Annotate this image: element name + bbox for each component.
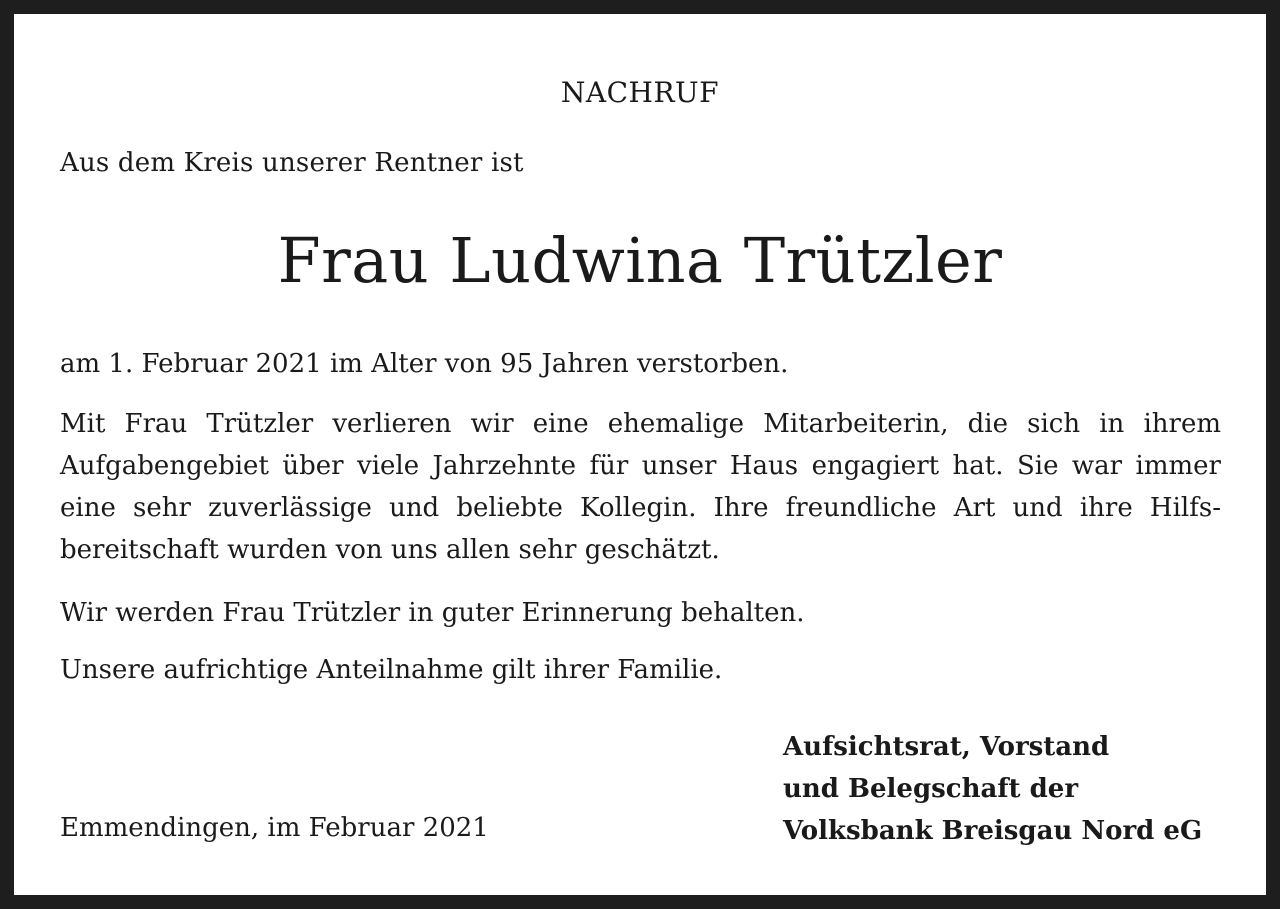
signature-line-3: Volksbank Breisgau Nord eG <box>783 816 1203 846</box>
remembrance-text: Wir werden Frau Trützler in guter Erinnerung behalten. <box>60 598 805 628</box>
signature-block <box>783 726 1202 852</box>
tribute-paragraph: Mit Frau Trützler verlieren wir eine ehemalige Mitarbeiterin, die sich in ihrem Aufgabengebiet über viele Jahrzehnte für unser Haus engagiert hat. Sie war immer eine sehr zuverlässige und beliebte Kollegin. Ihre freundliche Art und ihre Hilfsbereitschaft wurden von uns allen sehr geschätzt. <box>60 409 1221 565</box>
signature-line-2: und Belegschaft der <box>783 774 1079 804</box>
signature-line-1: Aufsichtsrat, Vorstand <box>783 732 1110 762</box>
death-date-text: am 1. Februar 2021 im Alter von 95 Jahren verstorben. <box>60 349 789 379</box>
obituary-notice <box>14 14 1266 895</box>
place-and-date: Emmendingen, im Februar 2021 <box>60 813 489 843</box>
notice-heading: NACHRUF <box>560 76 720 109</box>
intro-text: Aus dem Kreis unserer Rentner ist <box>60 148 524 178</box>
deceased-name: Frau Ludwina Trützler <box>277 224 1003 297</box>
condolence-text: Unsere aufrichtige Anteilnahme gilt ihrer Familie. <box>60 655 723 685</box>
